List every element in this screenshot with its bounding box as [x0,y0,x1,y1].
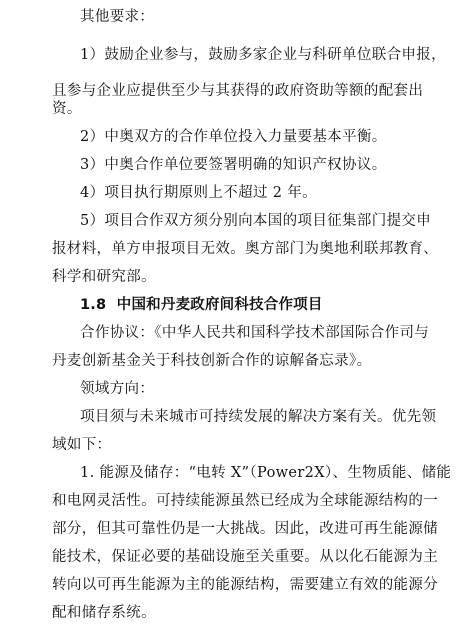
requirement-1-line-1: 1）鼓励企业参与，鼓励多家企业与科研单位联合申报， [80,47,446,63]
agreement-line-1: 合作协议：《中华人民共和国科学技术部国际合作司与 [80,325,430,341]
item-1-line-3: 部分，但其可靠性仍是一大挑战。因此，改进可再生能源储 [52,521,439,537]
intro-line-1: 项目须与未来城市可持续发展的解决方案有关。优先领 [80,409,437,425]
requirement-5-line-3: 科学和研究部。 [52,269,156,285]
intro-line-2: 域如下： [52,437,112,453]
item-1-line-4: 能技术，保证必要的基础设施至关重要。从以化石能源为主 [52,549,439,565]
requirement-4: 4）项目执行期原则上不超过 2 年。 [80,185,317,201]
other-requirements-title: 其他要求： [80,9,155,25]
requirement-1-line-2: 且参与企业应提供至少与其获得的政府资助等额的配套出 [52,83,424,99]
item-1-line-5: 转向以可再生能源为主的能源结构，需要建立有效的能源分 [52,577,439,593]
requirement-5-line-1: 5）项目合作双方须分别向本国的项目征集部门提交申 [80,213,432,229]
item-1-line-2: 和电网灵活性。可持续能源虽然已经成为全球能源结构的一 [52,493,439,509]
agreement-line-2: 丹麦创新基金关于科技创新合作的谅解备忘录》。 [52,353,372,369]
requirement-2: 2）中奥双方的合作单位投入力量要基本平衡。 [80,129,387,145]
requirement-5-line-2: 报材料，单方申报项目无效。奥方部门为奥地利联邦教育、 [52,241,439,257]
item-1-line-1: 1. 能源及储存：“电转 X”（Power2X）、生物质能、储能 [80,465,452,481]
requirement-1-line-3: 资。 [52,101,82,117]
item-1-line-6: 配和储存系统。 [52,605,156,621]
section-heading: 1.8 中国和丹麦政府间科技合作项目 [80,297,323,313]
requirement-3: 3）中奥合作单位要签署明确的知识产权协议。 [80,157,387,173]
field-direction-label: 领域方向： [80,381,155,397]
